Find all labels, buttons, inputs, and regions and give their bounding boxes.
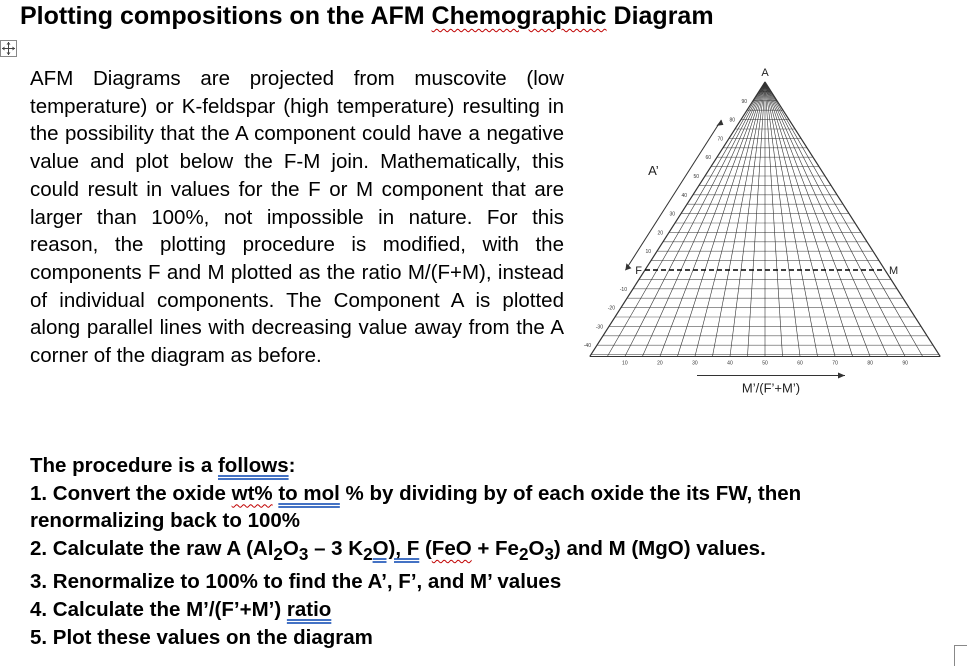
ratio-grid-line (765, 82, 870, 356)
ratio-tick-label: 10 (622, 360, 628, 367)
ratio-tick-label: 70 (832, 360, 838, 367)
ratio-grid-line (660, 82, 765, 356)
ratio-grid-line (747, 82, 765, 356)
ratio-grid-line (765, 82, 905, 356)
apex-label: A (761, 67, 769, 79)
ratio-grid-line (765, 82, 835, 356)
ratio-tick-label: 80 (867, 360, 873, 367)
ratio-tick-label: 40 (727, 360, 733, 367)
f-label: F (635, 265, 642, 277)
title-text-3: Diagram (606, 2, 714, 30)
ratio-grid-line (765, 82, 783, 356)
ratio-grid-line (765, 82, 923, 356)
procedure-heading: The procedure is a follows: (30, 454, 296, 477)
procedure-step-1-cont: renormalizing back to 100% (30, 509, 301, 533)
procedure-list (30, 452, 955, 651)
ratio-tick-label: 60 (797, 360, 803, 367)
procedure-step-3: 3. Renormalize to 100% to find the A’, F’, and M’ values (30, 570, 562, 594)
ratio-grid-line (625, 82, 765, 356)
a-tick-label: 80 (729, 117, 735, 124)
ratio-tick-label: 90 (902, 360, 908, 367)
a-prime-label: A’ (648, 163, 659, 179)
ratio-tick-label: 50 (762, 360, 768, 367)
m-label: M (889, 265, 899, 277)
page-corner-mark (954, 645, 967, 666)
ratio-arrow-head (838, 372, 845, 378)
ratio-grid-line (607, 82, 765, 356)
afm-diagram (585, 62, 915, 432)
a-tick-label: 20 (657, 230, 663, 237)
a-tick-label: 60 (705, 155, 711, 162)
intro-paragraph: AFM Diagrams are projected from muscovite (low temperature) or K-feldspar (high temperature) resulting in the possibility that the A component could have a negative value and plot below the F-M join. Mathematically, this could result in values for the F or M component that are larger than 100%, not impossible in nature. For this reason, the plotting procedure is modified, with the components F and M plotted as the ratio M/(F+M), instead of individual components. The Component A is plotted along parallel lines with decreasing value away from the A corner of the diagram as before. (30, 67, 564, 368)
ratio-grid-line (765, 82, 888, 356)
title-text-1: Plotting compositions on the AFM (20, 2, 432, 30)
procedure-step-1: 1. Convert the oxide wt% to mol % by dividing by of each oxide the its FW, then (30, 481, 802, 505)
a-tick-label: -30 (595, 324, 603, 331)
ratio-grid-line (730, 82, 765, 356)
a-tick-label: -40 (583, 343, 591, 350)
move-handle-icon[interactable] (0, 40, 17, 57)
ratio-tick-label: 20 (657, 360, 663, 367)
ratio-tick-label: 30 (692, 360, 698, 367)
a-prime-arrow-head (716, 120, 723, 126)
ratio-grid-line (765, 82, 853, 356)
ratio-grid-line (765, 82, 800, 356)
a-prime-arrow-tail (625, 263, 631, 270)
a-tick-label: 90 (741, 98, 747, 105)
a-tick-label: -20 (607, 305, 615, 312)
title-text-2: Chemographic (431, 2, 607, 30)
procedure-step-5: 5. Plot these values on the diagram (30, 625, 373, 649)
a-tick-label: 10 (645, 249, 651, 256)
a-tick-label: 30 (669, 211, 675, 218)
a-tick-label: -10 (619, 286, 627, 293)
procedure-step-2: 2. Calculate the raw A ($Al_2O_3 - 3$ $K_2O$), F $(FeO + Fe_2O_3)$ and M (MgO) values. (30, 536, 766, 564)
ratio-grid-line (642, 82, 765, 356)
a-tick-label: 40 (681, 192, 687, 199)
procedure-step-4: 4. Calculate the M’/(F’+M’) ratio (30, 598, 332, 622)
ratio-axis-label: M’/(F’+M’) (741, 380, 801, 396)
page-title (20, 2, 714, 31)
a-tick-label: 70 (717, 136, 723, 143)
a-tick-label: 50 (693, 174, 699, 180)
